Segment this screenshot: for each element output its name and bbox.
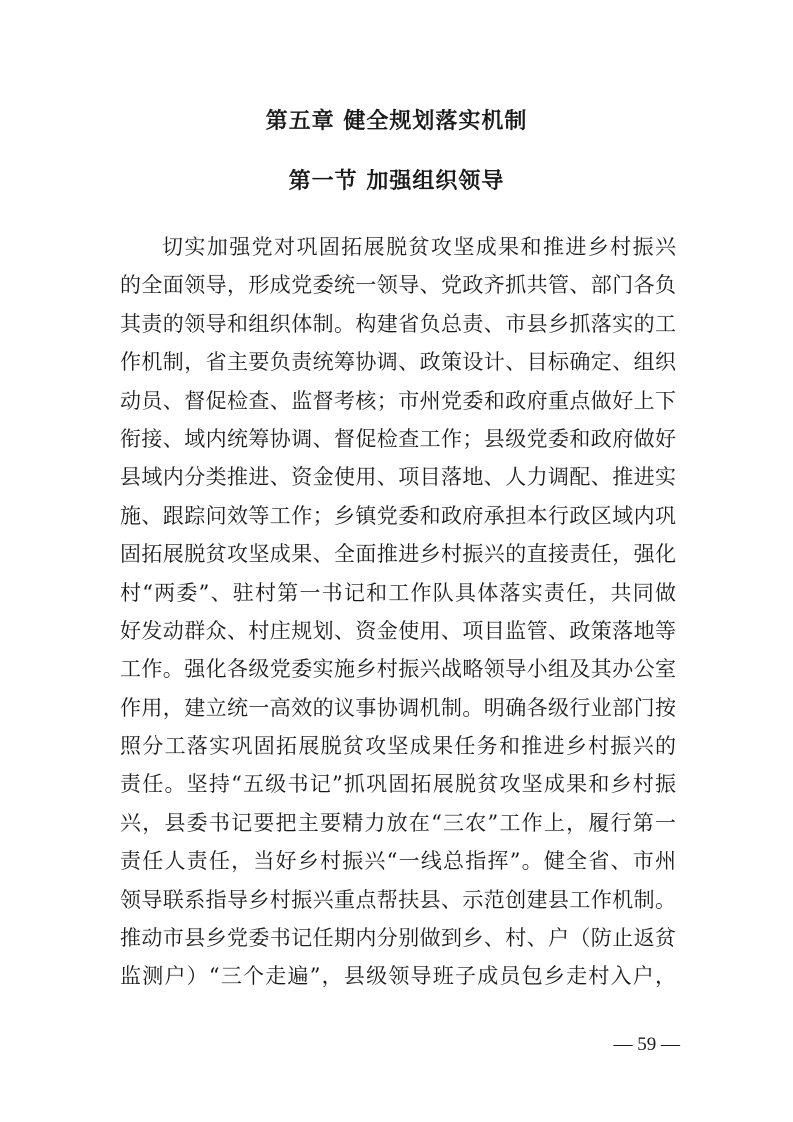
paragraph-line: 责任。坚持“五级书记”抓巩固拓展脱贫攻坚成果和乡村振 — [120, 772, 676, 797]
paragraph-line: 推动市县乡党委书记任期内分别做到乡、村、户（防止返贫 — [120, 926, 676, 951]
paragraph-line: 责任人责任，当好乡村振兴“一线总指挥”。健全省、市州 — [120, 849, 676, 874]
body-paragraph — [120, 228, 676, 996]
paragraph-line: 作机制，省主要负责统筹协调、政策设计、目标确定、组织 — [120, 350, 676, 375]
paragraph-line: 村“两委”、驻村第一书记和工作队具体落实责任，共同做 — [120, 580, 676, 605]
paragraph-line: 动员、督促检查、监督考核；市州党委和政府重点做好上下 — [120, 388, 676, 413]
paragraph-line: 衔接、域内统筹协调、督促检查工作；县级党委和政府做好 — [120, 426, 676, 451]
paragraph-line: 其责的领导和组织体制。构建省负总责、市县乡抓落实的工 — [120, 311, 676, 336]
paragraph-line: 施、跟踪问效等工作；乡镇党委和政府承担本行政区域内巩 — [120, 503, 676, 528]
chapter-title: 第五章 健全规划落实机制 — [265, 109, 528, 134]
paragraph-line: 兴，县委书记要把主要精力放在“三农”工作上，履行第一 — [120, 810, 676, 835]
paragraph-line: 领导联系指导乡村振兴重点帮扶县、示范创建县工作机制。 — [120, 887, 676, 912]
paragraph-line: 县域内分类推进、资金使用、项目落地、人力调配、推进实 — [120, 465, 676, 490]
paragraph-line: 照分工落实巩固拓展脱贫攻坚成果任务和推进乡村振兴的 — [120, 734, 676, 759]
paragraph-line: 工作。强化各级党委实施乡村振兴战略领导小组及其办公室 — [120, 657, 676, 682]
section-title: 第一节 加强组织领导 — [288, 169, 505, 194]
paragraph-line: 好发动群众、村庄规划、资金使用、项目监管、政策落地等 — [120, 618, 676, 643]
page-number: — 59 — — [613, 1034, 680, 1055]
paragraph-line: 固拓展脱贫攻坚成果、全面推进乡村振兴的直接责任，强化 — [120, 542, 676, 567]
paragraph-line: 的全面领导，形成党委统一领导、党政齐抓共管、部门各负 — [120, 273, 676, 298]
paragraph-line: 切实加强党对巩固拓展脱贫攻坚成果和推进乡村振兴 — [162, 235, 676, 259]
paragraph-line: 作用，建立统一高效的议事协调机制。明确各级行业部门按 — [120, 695, 676, 720]
paragraph-line: 监测户）“三个走遍”，县级领导班子成员包乡走村入户， — [120, 964, 676, 989]
